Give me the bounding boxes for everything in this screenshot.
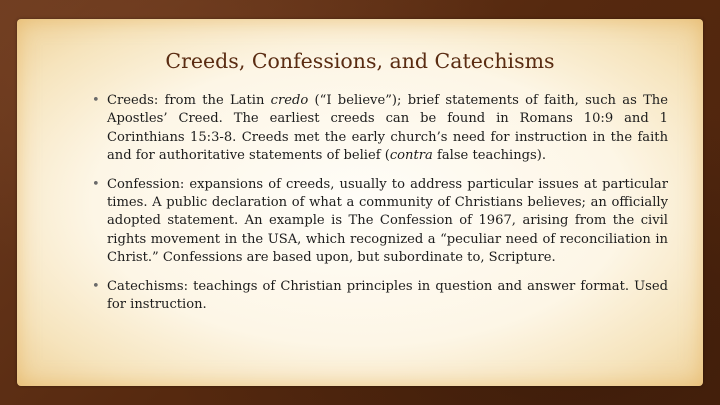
text-segment: (“I believe”); brief statements of faith, such as The Apostles’ Creed. The earliest creeds can be found in Romans 10:9 and 1 Corinthians 15:3-8. Creeds met the early church’s need for instruction in the faith and for authoritative statements of belief (	[107, 93, 668, 164]
bullet-marker: •	[92, 278, 100, 294]
italic-term: credo	[270, 93, 309, 108]
text-segment: Creeds: from the Latin	[107, 93, 271, 108]
bullet-text: Confession: expansions of creeds, usually to address particular issues at particular times. A public declaration of what a community of Christians believes; an officially adopted statement. An example is The Confession of 1967, arising from the civil rights movement in the USA, which recognized a “peculiar need of reconciliation in Christ.” Confessions are based upon, but subordinate to, Scripture.	[107, 176, 668, 266]
bullet-creeds	[92, 92, 668, 166]
bullet-catechisms	[92, 278, 668, 315]
bullet-confession	[92, 176, 668, 268]
italic-term: contra	[389, 148, 433, 164]
bullet-marker: •	[92, 176, 100, 192]
text-segment: false teachings).	[432, 148, 547, 164]
bullet-list	[92, 92, 668, 324]
bullet-text: Catechisms: teachings of Christian principles in question and answer format. Used for instruction.	[107, 278, 668, 313]
slide-title: Creeds, Confessions, and Catechisms	[165, 49, 555, 73]
bullet-marker: •	[92, 93, 100, 108]
slide-panel	[17, 19, 703, 386]
bullet-text	[107, 93, 668, 163]
